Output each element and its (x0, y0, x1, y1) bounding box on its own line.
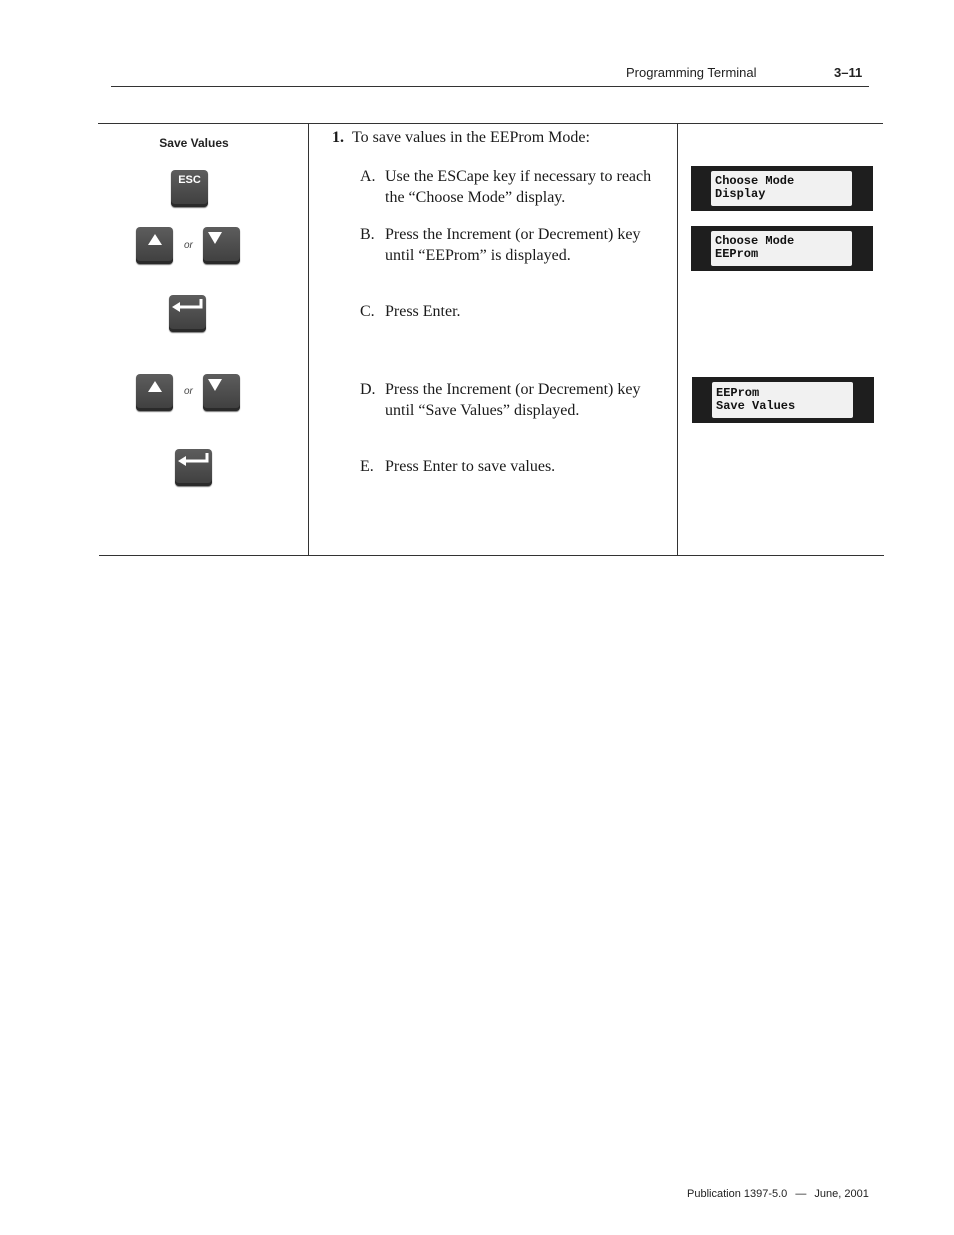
lcd-line-1: EEProm (716, 386, 760, 400)
or-text: or (184, 386, 193, 397)
step-text: Press Enter to save values. (385, 458, 556, 475)
step-number: 1. (332, 129, 344, 146)
lcd-screen (712, 382, 853, 418)
lcd-display (691, 226, 873, 271)
esc-key-label: ESC (178, 174, 201, 186)
lcd-line-2: EEProm (715, 247, 759, 261)
section-title: Programming Terminal (626, 65, 757, 80)
step-letter: A. (360, 168, 376, 185)
lcd-display (691, 166, 873, 211)
down-arrow-key-icon (203, 374, 240, 411)
lcd-line-1: Choose Mode (715, 174, 795, 188)
table-bottom-rule (99, 555, 884, 556)
lcd-line-1: Choose Mode (715, 234, 795, 248)
step-item (360, 224, 670, 266)
step-letter: C. (360, 303, 375, 320)
step-letter: B. (360, 226, 375, 243)
step-text: Press Enter. (385, 303, 461, 320)
header-rule (111, 86, 869, 87)
esc-key-icon (171, 170, 208, 207)
or-text: or (184, 240, 193, 251)
publication-number: Publication 1397-5.0 (687, 1188, 788, 1200)
step-item (360, 379, 670, 421)
step-text: Press the Increment (or Decrement) key until “Save Values” displayed. (385, 381, 641, 419)
step-item (360, 456, 670, 477)
enter-key-icon (169, 295, 206, 332)
step-item (360, 166, 670, 208)
enter-key-icon (175, 449, 212, 486)
lcd-screen (711, 231, 852, 266)
lcd-screen (711, 171, 852, 206)
lcd-display (692, 377, 874, 423)
step-heading (332, 129, 590, 147)
up-arrow-key-icon (136, 374, 173, 411)
column-divider-left (308, 123, 309, 555)
page-number: 3–11 (834, 65, 863, 80)
step-item (360, 301, 670, 322)
footer-separator: — (795, 1188, 807, 1200)
step-letter: D. (360, 381, 376, 398)
step-letter: E. (360, 458, 374, 475)
side-title: Save Values (159, 136, 229, 150)
step-text: Press the Increment (or Decrement) key until “EEProm” is displayed. (385, 226, 641, 264)
step-heading-text: To save values in the EEProm Mode: (352, 129, 590, 146)
publication-date: June, 2001 (814, 1188, 869, 1200)
table-top-rule (98, 123, 883, 124)
up-arrow-key-icon (136, 227, 173, 264)
lcd-line-2: Save Values (716, 399, 796, 413)
down-arrow-key-icon (203, 227, 240, 264)
column-divider-right (677, 123, 678, 555)
step-text: Use the ESCape key if necessary to reach the “Choose Mode” display. (385, 168, 652, 206)
publication-footer (687, 1188, 869, 1200)
lcd-line-2: Display (715, 187, 766, 201)
